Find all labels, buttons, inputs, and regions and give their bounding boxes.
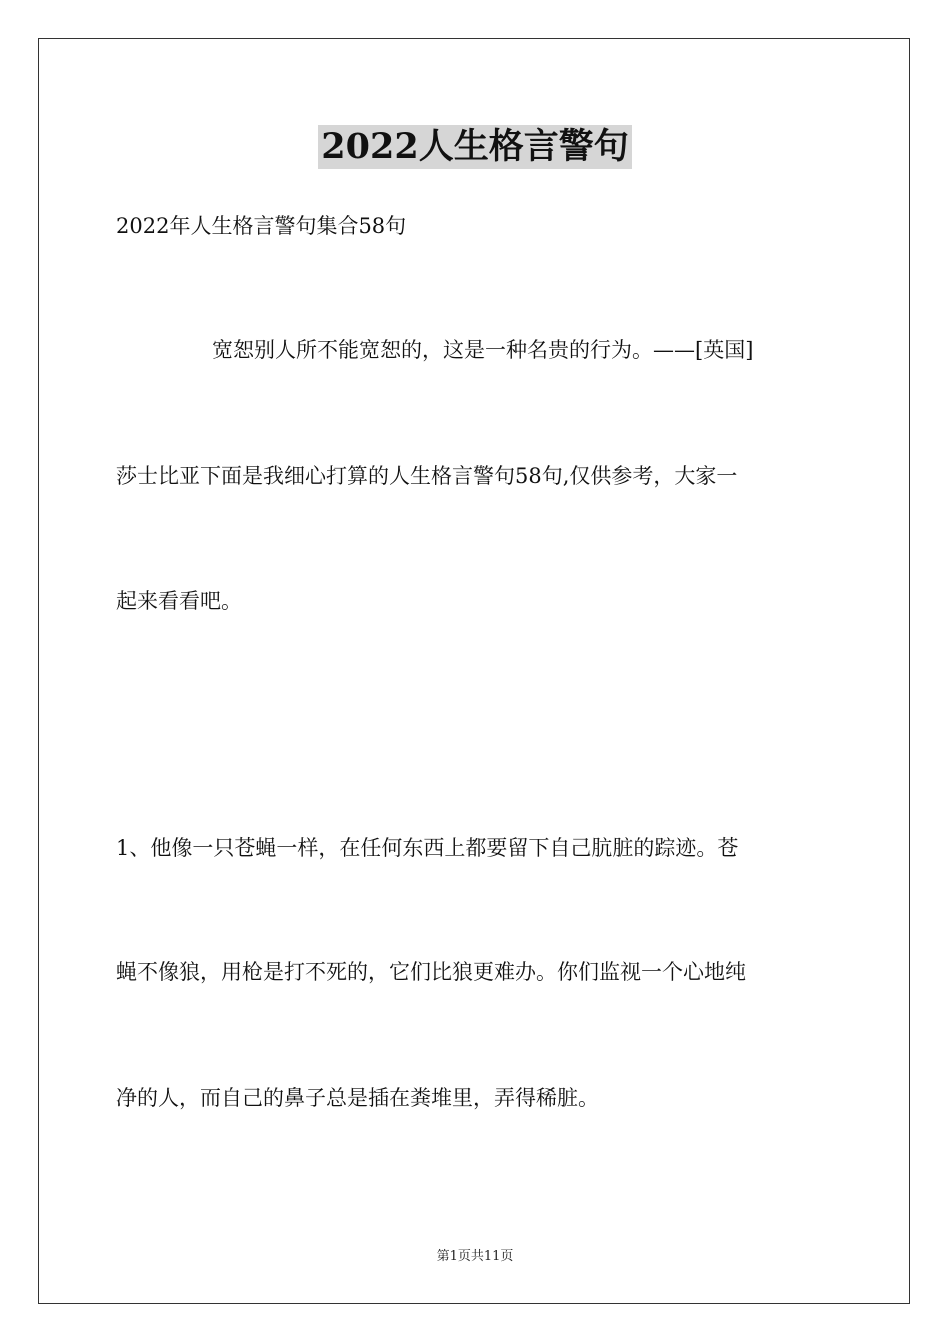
paragraph-line: 净的人，而自己的鼻子总是插在粪堆里，弄得稀脏。 [116, 1086, 599, 1110]
page-total: 共11页 [470, 1249, 514, 1264]
page-number: 第1页 [436, 1249, 471, 1264]
paragraph-line: 莎士比亚下面是我细心打算的人生格言警句58句,仅供参考，大家一 [116, 464, 738, 488]
paragraph-line: 宽恕别人所不能宽恕的，这是一种名贵的行为。——[英国] [212, 338, 754, 362]
paragraph-line: 蝇不像狼，用枪是打不死的，它们比狼更难办。你们监视一个心地纯 [116, 960, 746, 984]
paragraph-line: 1、他像一只苍蝇一样，在任何东西上都要留下自己肮脏的踪迹。苍 [116, 836, 739, 860]
title-container [0, 125, 950, 169]
paragraph-line: 起来看看吧。 [116, 589, 242, 613]
document-subtitle: 2022年人生格言警句集合58句 [116, 214, 407, 238]
page-footer [0, 1248, 950, 1266]
document-title: 2022人生格言警句 [318, 125, 631, 169]
